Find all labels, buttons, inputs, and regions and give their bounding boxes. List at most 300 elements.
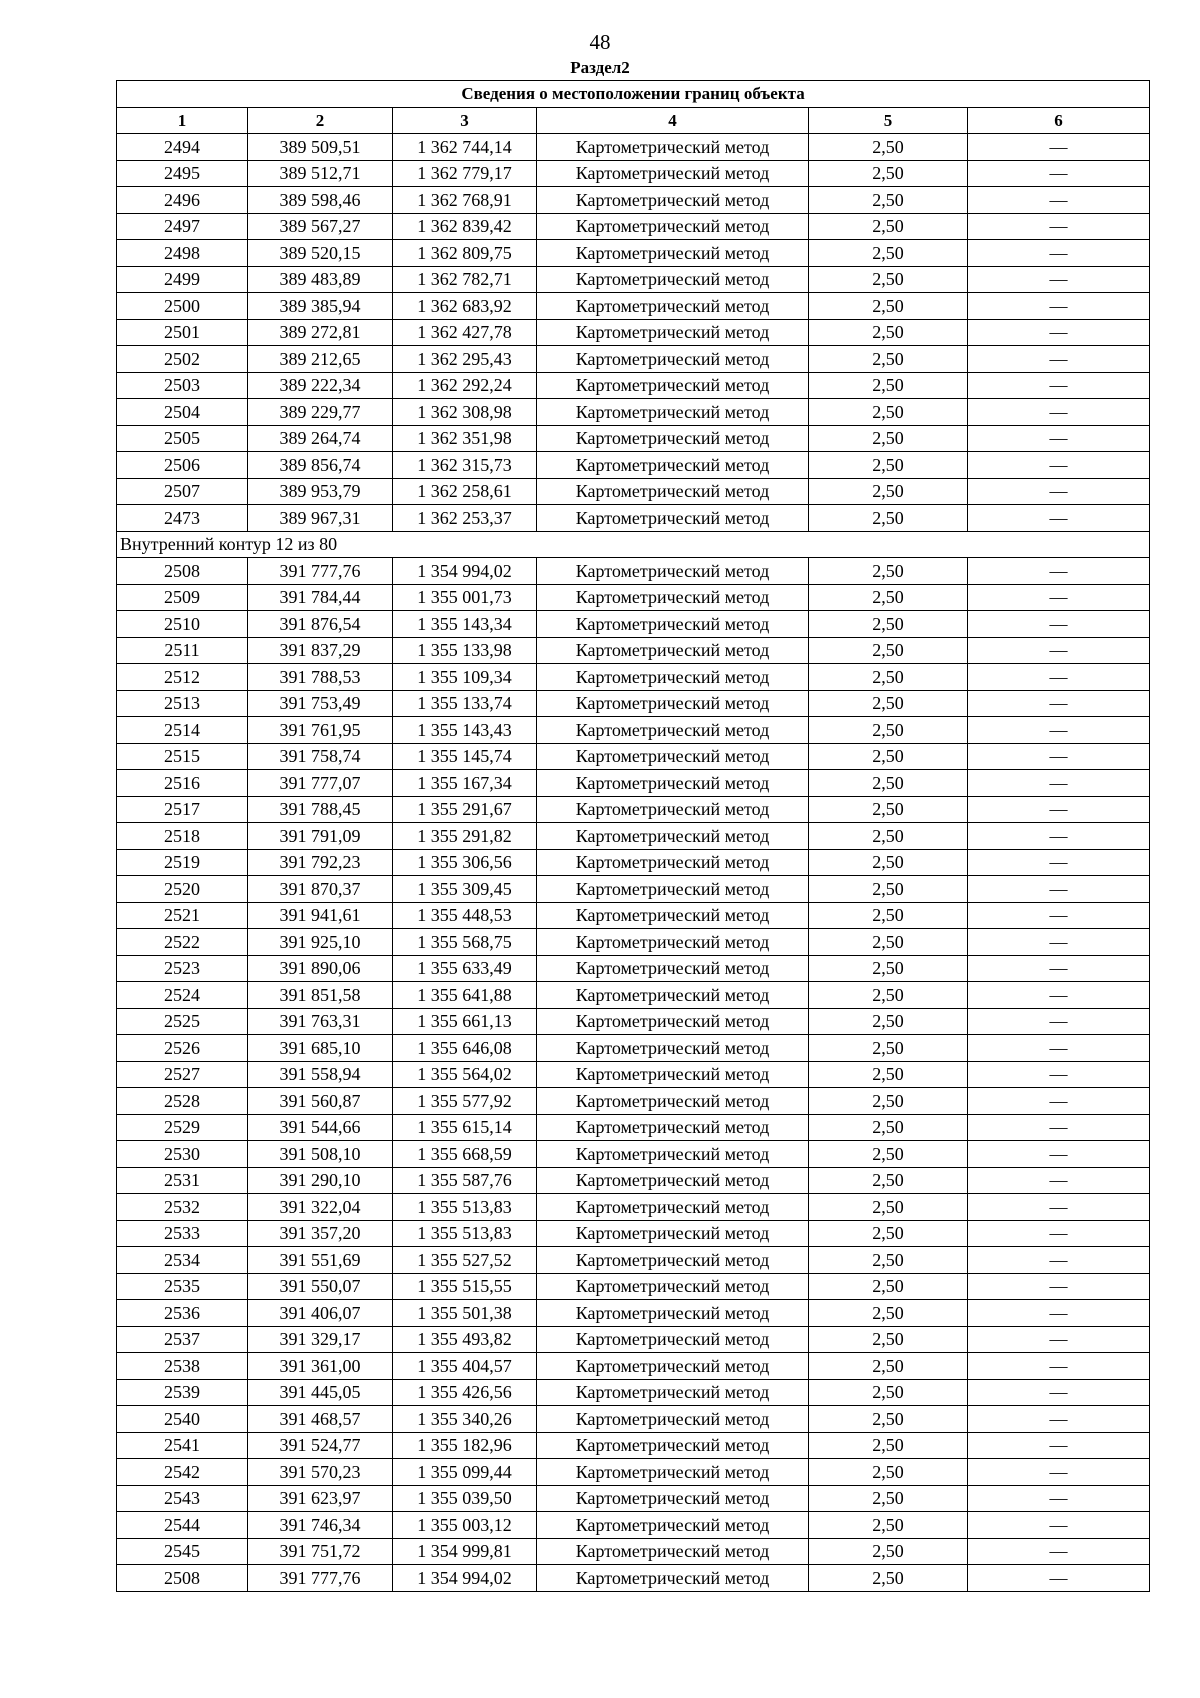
section-title: Раздел2 <box>570 58 630 77</box>
point-number-cell: 2532 <box>117 1194 248 1221</box>
method-cell: Картометрический метод <box>537 1008 809 1035</box>
y-coordinate-cell: 1 355 001,73 <box>393 584 537 611</box>
point-number-cell: 2502 <box>117 346 248 373</box>
description-cell: — <box>968 1565 1150 1592</box>
table-row <box>117 505 1150 532</box>
table-row <box>117 134 1150 161</box>
accuracy-cell: 2,50 <box>809 478 968 505</box>
y-coordinate-cell: 1 355 291,82 <box>393 823 537 850</box>
point-number-cell: 2511 <box>117 637 248 664</box>
x-coordinate-cell: 391 329,17 <box>248 1326 393 1353</box>
method-cell: Картометрический метод <box>537 796 809 823</box>
table-row <box>117 452 1150 479</box>
table-row <box>117 478 1150 505</box>
x-coordinate-cell: 391 751,72 <box>248 1538 393 1565</box>
description-cell: — <box>968 1114 1150 1141</box>
y-coordinate-cell: 1 355 527,52 <box>393 1247 537 1274</box>
x-coordinate-cell: 389 212,65 <box>248 346 393 373</box>
table-row <box>117 876 1150 903</box>
table-row <box>117 425 1150 452</box>
table-row <box>117 717 1150 744</box>
accuracy-cell: 2,50 <box>809 1061 968 1088</box>
accuracy-cell: 2,50 <box>809 902 968 929</box>
y-coordinate-cell: 1 355 182,96 <box>393 1432 537 1459</box>
table-row <box>117 558 1150 585</box>
point-number-cell: 2528 <box>117 1088 248 1115</box>
accuracy-cell: 2,50 <box>809 929 968 956</box>
point-number-cell: 2538 <box>117 1353 248 1380</box>
method-cell: Картометрический метод <box>537 1194 809 1221</box>
point-number-cell: 2518 <box>117 823 248 850</box>
y-coordinate-cell: 1 355 615,14 <box>393 1114 537 1141</box>
x-coordinate-cell: 391 777,76 <box>248 1565 393 1592</box>
point-number-cell: 2539 <box>117 1379 248 1406</box>
x-coordinate-cell: 391 753,49 <box>248 690 393 717</box>
x-coordinate-cell: 391 784,44 <box>248 584 393 611</box>
point-number-cell: 2513 <box>117 690 248 717</box>
point-number-cell: 2542 <box>117 1459 248 1486</box>
description-cell: — <box>968 717 1150 744</box>
point-number-cell: 2544 <box>117 1512 248 1539</box>
description-cell: — <box>968 1247 1150 1274</box>
point-number-cell: 2529 <box>117 1114 248 1141</box>
point-number-cell: 2533 <box>117 1220 248 1247</box>
y-coordinate-cell: 1 355 448,53 <box>393 902 537 929</box>
contour-label: Внутренний контур 12 из 80 <box>117 531 1150 558</box>
accuracy-cell: 2,50 <box>809 611 968 638</box>
x-coordinate-cell: 389 229,77 <box>248 399 393 426</box>
accuracy-cell: 2,50 <box>809 1008 968 1035</box>
point-number-cell: 2522 <box>117 929 248 956</box>
y-coordinate-cell: 1 362 292,24 <box>393 372 537 399</box>
method-cell: Картометрический метод <box>537 187 809 214</box>
description-cell: — <box>968 929 1150 956</box>
method-cell: Картометрический метод <box>537 1485 809 1512</box>
y-coordinate-cell: 1 355 133,74 <box>393 690 537 717</box>
method-cell: Картометрический метод <box>537 1141 809 1168</box>
description-cell: — <box>968 637 1150 664</box>
accuracy-cell: 2,50 <box>809 1565 968 1592</box>
x-coordinate-cell: 391 941,61 <box>248 902 393 929</box>
point-number-cell: 2536 <box>117 1300 248 1327</box>
description-cell: — <box>968 293 1150 320</box>
accuracy-cell: 2,50 <box>809 1379 968 1406</box>
accuracy-cell: 2,50 <box>809 1194 968 1221</box>
method-cell: Картометрический метод <box>537 558 809 585</box>
table-row <box>117 160 1150 187</box>
point-number-cell: 2527 <box>117 1061 248 1088</box>
point-number-cell: 2540 <box>117 1406 248 1433</box>
x-coordinate-cell: 389 512,71 <box>248 160 393 187</box>
table-row <box>117 637 1150 664</box>
point-number-cell: 2497 <box>117 213 248 240</box>
x-coordinate-cell: 389 222,34 <box>248 372 393 399</box>
table-row <box>117 1167 1150 1194</box>
method-cell: Картометрический метод <box>537 346 809 373</box>
y-coordinate-cell: 1 355 493,82 <box>393 1326 537 1353</box>
method-cell: Картометрический метод <box>537 770 809 797</box>
description-cell: — <box>968 1035 1150 1062</box>
x-coordinate-cell: 391 837,29 <box>248 637 393 664</box>
y-coordinate-cell: 1 355 513,83 <box>393 1220 537 1247</box>
x-coordinate-cell: 389 520,15 <box>248 240 393 267</box>
table-row <box>117 399 1150 426</box>
point-number-cell: 2515 <box>117 743 248 770</box>
x-coordinate-cell: 391 623,97 <box>248 1485 393 1512</box>
x-coordinate-cell: 389 598,46 <box>248 187 393 214</box>
accuracy-cell: 2,50 <box>809 1459 968 1486</box>
point-number-cell: 2495 <box>117 160 248 187</box>
x-coordinate-cell: 391 544,66 <box>248 1114 393 1141</box>
accuracy-cell: 2,50 <box>809 664 968 691</box>
column-number: 2 <box>248 107 393 134</box>
description-cell: — <box>968 611 1150 638</box>
y-coordinate-cell: 1 355 306,56 <box>393 849 537 876</box>
table-row <box>117 1035 1150 1062</box>
accuracy-cell: 2,50 <box>809 982 968 1009</box>
table-row <box>117 1512 1150 1539</box>
accuracy-cell: 2,50 <box>809 1353 968 1380</box>
description-cell: — <box>968 1459 1150 1486</box>
x-coordinate-cell: 391 876,54 <box>248 611 393 638</box>
accuracy-cell: 2,50 <box>809 1035 968 1062</box>
x-coordinate-cell: 389 967,31 <box>248 505 393 532</box>
method-cell: Картометрический метод <box>537 1379 809 1406</box>
description-cell: — <box>968 266 1150 293</box>
table-row <box>117 1432 1150 1459</box>
accuracy-cell: 2,50 <box>809 319 968 346</box>
table-row <box>117 1114 1150 1141</box>
description-cell: — <box>968 319 1150 346</box>
y-coordinate-cell: 1 355 340,26 <box>393 1406 537 1433</box>
column-number-row <box>117 107 1150 134</box>
x-coordinate-cell: 391 777,07 <box>248 770 393 797</box>
x-coordinate-cell: 391 890,06 <box>248 955 393 982</box>
accuracy-cell: 2,50 <box>809 1141 968 1168</box>
table-row <box>117 1220 1150 1247</box>
table-row <box>117 1406 1150 1433</box>
description-cell: — <box>968 1141 1150 1168</box>
table-caption-row <box>117 81 1150 108</box>
point-number-cell: 2510 <box>117 611 248 638</box>
accuracy-cell: 2,50 <box>809 849 968 876</box>
table-row <box>117 1459 1150 1486</box>
y-coordinate-cell: 1 362 839,42 <box>393 213 537 240</box>
accuracy-cell: 2,50 <box>809 1114 968 1141</box>
description-cell: — <box>968 849 1150 876</box>
method-cell: Картометрический метод <box>537 982 809 1009</box>
x-coordinate-cell: 391 746,34 <box>248 1512 393 1539</box>
description-cell: — <box>968 1485 1150 1512</box>
method-cell: Картометрический метод <box>537 478 809 505</box>
y-coordinate-cell: 1 355 641,88 <box>393 982 537 1009</box>
table-row <box>117 1379 1150 1406</box>
x-coordinate-cell: 389 567,27 <box>248 213 393 240</box>
table-row <box>117 1565 1150 1592</box>
y-coordinate-cell: 1 355 133,98 <box>393 637 537 664</box>
x-coordinate-cell: 391 758,74 <box>248 743 393 770</box>
contour-label-row <box>117 531 1150 558</box>
description-cell: — <box>968 558 1150 585</box>
y-coordinate-cell: 1 355 167,34 <box>393 770 537 797</box>
accuracy-cell: 2,50 <box>809 187 968 214</box>
x-coordinate-cell: 391 925,10 <box>248 929 393 956</box>
description-cell: — <box>968 372 1150 399</box>
table-row <box>117 690 1150 717</box>
column-number: 1 <box>117 107 248 134</box>
x-coordinate-cell: 391 322,04 <box>248 1194 393 1221</box>
table-row <box>117 743 1150 770</box>
accuracy-cell: 2,50 <box>809 743 968 770</box>
method-cell: Картометрический метод <box>537 1326 809 1353</box>
description-cell: — <box>968 1008 1150 1035</box>
y-coordinate-cell: 1 355 404,57 <box>393 1353 537 1380</box>
description-cell: — <box>968 955 1150 982</box>
y-coordinate-cell: 1 355 668,59 <box>393 1141 537 1168</box>
y-coordinate-cell: 1 355 577,92 <box>393 1088 537 1115</box>
method-cell: Картометрический метод <box>537 160 809 187</box>
description-cell: — <box>968 425 1150 452</box>
accuracy-cell: 2,50 <box>809 134 968 161</box>
method-cell: Картометрический метод <box>537 1512 809 1539</box>
table-row <box>117 955 1150 982</box>
accuracy-cell: 2,50 <box>809 955 968 982</box>
description-cell: — <box>968 1194 1150 1221</box>
point-number-cell: 2496 <box>117 187 248 214</box>
y-coordinate-cell: 1 362 683,92 <box>393 293 537 320</box>
y-coordinate-cell: 1 362 744,14 <box>393 134 537 161</box>
y-coordinate-cell: 1 362 308,98 <box>393 399 537 426</box>
description-cell: — <box>968 823 1150 850</box>
accuracy-cell: 2,50 <box>809 1406 968 1433</box>
x-coordinate-cell: 389 264,74 <box>248 425 393 452</box>
y-coordinate-cell: 1 355 291,67 <box>393 796 537 823</box>
y-coordinate-cell: 1 362 809,75 <box>393 240 537 267</box>
method-cell: Картометрический метод <box>537 637 809 664</box>
x-coordinate-cell: 389 856,74 <box>248 452 393 479</box>
y-coordinate-cell: 1 362 351,98 <box>393 425 537 452</box>
point-number-cell: 2505 <box>117 425 248 452</box>
y-coordinate-cell: 1 355 003,12 <box>393 1512 537 1539</box>
page-number: 48 <box>589 30 611 54</box>
method-cell: Картометрический метод <box>537 611 809 638</box>
description-cell: — <box>968 1538 1150 1565</box>
description-cell: — <box>968 240 1150 267</box>
y-coordinate-cell: 1 355 633,49 <box>393 955 537 982</box>
description-cell: — <box>968 1353 1150 1380</box>
method-cell: Картометрический метод <box>537 1247 809 1274</box>
y-coordinate-cell: 1 355 564,02 <box>393 1061 537 1088</box>
table-row <box>117 664 1150 691</box>
point-number-cell: 2517 <box>117 796 248 823</box>
method-cell: Картометрический метод <box>537 1220 809 1247</box>
accuracy-cell: 2,50 <box>809 1247 968 1274</box>
point-number-cell: 2509 <box>117 584 248 611</box>
x-coordinate-cell: 391 290,10 <box>248 1167 393 1194</box>
point-number-cell: 2519 <box>117 849 248 876</box>
table-row <box>117 1061 1150 1088</box>
table-caption: Сведения о местоположении границ объекта <box>117 81 1150 108</box>
point-number-cell: 2508 <box>117 558 248 585</box>
method-cell: Картометрический метод <box>537 1538 809 1565</box>
description-cell: — <box>968 1061 1150 1088</box>
description-cell: — <box>968 160 1150 187</box>
table-row <box>117 213 1150 240</box>
column-number: 5 <box>809 107 968 134</box>
point-number-cell: 2503 <box>117 372 248 399</box>
table-row <box>117 1538 1150 1565</box>
table-row <box>117 823 1150 850</box>
x-coordinate-cell: 391 763,31 <box>248 1008 393 1035</box>
point-number-cell: 2498 <box>117 240 248 267</box>
point-number-cell: 2545 <box>117 1538 248 1565</box>
description-cell: — <box>968 1326 1150 1353</box>
method-cell: Картометрический метод <box>537 955 809 982</box>
y-coordinate-cell: 1 355 513,83 <box>393 1194 537 1221</box>
x-coordinate-cell: 391 551,69 <box>248 1247 393 1274</box>
table-row <box>117 1485 1150 1512</box>
x-coordinate-cell: 389 509,51 <box>248 134 393 161</box>
description-cell: — <box>968 690 1150 717</box>
description-cell: — <box>968 478 1150 505</box>
x-coordinate-cell: 391 357,20 <box>248 1220 393 1247</box>
table-row <box>117 1088 1150 1115</box>
table-row <box>117 796 1150 823</box>
point-number-cell: 2499 <box>117 266 248 293</box>
method-cell: Картометрический метод <box>537 1088 809 1115</box>
description-cell: — <box>968 1512 1150 1539</box>
table-row <box>117 1326 1150 1353</box>
description-cell: — <box>968 902 1150 929</box>
method-cell: Картометрический метод <box>537 293 809 320</box>
point-number-cell: 2500 <box>117 293 248 320</box>
description-cell: — <box>968 664 1150 691</box>
method-cell: Картометрический метод <box>537 425 809 452</box>
y-coordinate-cell: 1 362 253,37 <box>393 505 537 532</box>
y-coordinate-cell: 1 355 646,08 <box>393 1035 537 1062</box>
point-number-cell: 2537 <box>117 1326 248 1353</box>
x-coordinate-cell: 391 792,23 <box>248 849 393 876</box>
table-row <box>117 319 1150 346</box>
accuracy-cell: 2,50 <box>809 637 968 664</box>
point-number-cell: 2494 <box>117 134 248 161</box>
method-cell: Картометрический метод <box>537 664 809 691</box>
y-coordinate-cell: 1 354 994,02 <box>393 1565 537 1592</box>
table-row <box>117 187 1150 214</box>
y-coordinate-cell: 1 355 143,43 <box>393 717 537 744</box>
point-number-cell: 2530 <box>117 1141 248 1168</box>
x-coordinate-cell: 391 558,94 <box>248 1061 393 1088</box>
accuracy-cell: 2,50 <box>809 1485 968 1512</box>
point-number-cell: 2508 <box>117 1565 248 1592</box>
x-coordinate-cell: 391 406,07 <box>248 1300 393 1327</box>
method-cell: Картометрический метод <box>537 134 809 161</box>
point-number-cell: 2520 <box>117 876 248 903</box>
x-coordinate-cell: 391 685,10 <box>248 1035 393 1062</box>
method-cell: Картометрический метод <box>537 929 809 956</box>
x-coordinate-cell: 391 761,95 <box>248 717 393 744</box>
x-coordinate-cell: 391 570,23 <box>248 1459 393 1486</box>
method-cell: Картометрический метод <box>537 1273 809 1300</box>
method-cell: Картометрический метод <box>537 1353 809 1380</box>
x-coordinate-cell: 391 560,87 <box>248 1088 393 1115</box>
accuracy-cell: 2,50 <box>809 558 968 585</box>
accuracy-cell: 2,50 <box>809 213 968 240</box>
point-number-cell: 2473 <box>117 505 248 532</box>
point-number-cell: 2535 <box>117 1273 248 1300</box>
accuracy-cell: 2,50 <box>809 346 968 373</box>
y-coordinate-cell: 1 362 782,71 <box>393 266 537 293</box>
description-cell: — <box>968 346 1150 373</box>
table-row <box>117 849 1150 876</box>
accuracy-cell: 2,50 <box>809 770 968 797</box>
y-coordinate-cell: 1 355 426,56 <box>393 1379 537 1406</box>
table-row <box>117 372 1150 399</box>
y-coordinate-cell: 1 355 109,34 <box>393 664 537 691</box>
accuracy-cell: 2,50 <box>809 266 968 293</box>
accuracy-cell: 2,50 <box>809 1300 968 1327</box>
description-cell: — <box>968 452 1150 479</box>
y-coordinate-cell: 1 354 994,02 <box>393 558 537 585</box>
description-cell: — <box>968 505 1150 532</box>
y-coordinate-cell: 1 362 315,73 <box>393 452 537 479</box>
description-cell: — <box>968 399 1150 426</box>
accuracy-cell: 2,50 <box>809 584 968 611</box>
y-coordinate-cell: 1 355 587,76 <box>393 1167 537 1194</box>
method-cell: Картометрический метод <box>537 319 809 346</box>
x-coordinate-cell: 391 361,00 <box>248 1353 393 1380</box>
method-cell: Картометрический метод <box>537 876 809 903</box>
method-cell: Картометрический метод <box>537 372 809 399</box>
y-coordinate-cell: 1 355 099,44 <box>393 1459 537 1486</box>
table-row <box>117 611 1150 638</box>
x-coordinate-cell: 391 788,45 <box>248 796 393 823</box>
y-coordinate-cell: 1 355 501,38 <box>393 1300 537 1327</box>
y-coordinate-cell: 1 355 039,50 <box>393 1485 537 1512</box>
table-row <box>117 1273 1150 1300</box>
accuracy-cell: 2,50 <box>809 690 968 717</box>
method-cell: Картометрический метод <box>537 240 809 267</box>
method-cell: Картометрический метод <box>537 505 809 532</box>
y-coordinate-cell: 1 355 309,45 <box>393 876 537 903</box>
x-coordinate-cell: 391 851,58 <box>248 982 393 1009</box>
y-coordinate-cell: 1 355 568,75 <box>393 929 537 956</box>
accuracy-cell: 2,50 <box>809 1220 968 1247</box>
method-cell: Картометрический метод <box>537 1565 809 1592</box>
accuracy-cell: 2,50 <box>809 425 968 452</box>
method-cell: Картометрический метод <box>537 452 809 479</box>
y-coordinate-cell: 1 362 295,43 <box>393 346 537 373</box>
x-coordinate-cell: 389 272,81 <box>248 319 393 346</box>
description-cell: — <box>968 134 1150 161</box>
point-number-cell: 2523 <box>117 955 248 982</box>
point-number-cell: 2526 <box>117 1035 248 1062</box>
y-coordinate-cell: 1 354 999,81 <box>393 1538 537 1565</box>
x-coordinate-cell: 389 953,79 <box>248 478 393 505</box>
x-coordinate-cell: 391 445,05 <box>248 1379 393 1406</box>
method-cell: Картометрический метод <box>537 1432 809 1459</box>
description-cell: — <box>968 770 1150 797</box>
description-cell: — <box>968 1379 1150 1406</box>
method-cell: Картометрический метод <box>537 1114 809 1141</box>
table-body <box>117 81 1150 1592</box>
accuracy-cell: 2,50 <box>809 823 968 850</box>
x-coordinate-cell: 389 385,94 <box>248 293 393 320</box>
table-row <box>117 929 1150 956</box>
table-row <box>117 1008 1150 1035</box>
description-cell: — <box>968 1220 1150 1247</box>
x-coordinate-cell: 391 468,57 <box>248 1406 393 1433</box>
